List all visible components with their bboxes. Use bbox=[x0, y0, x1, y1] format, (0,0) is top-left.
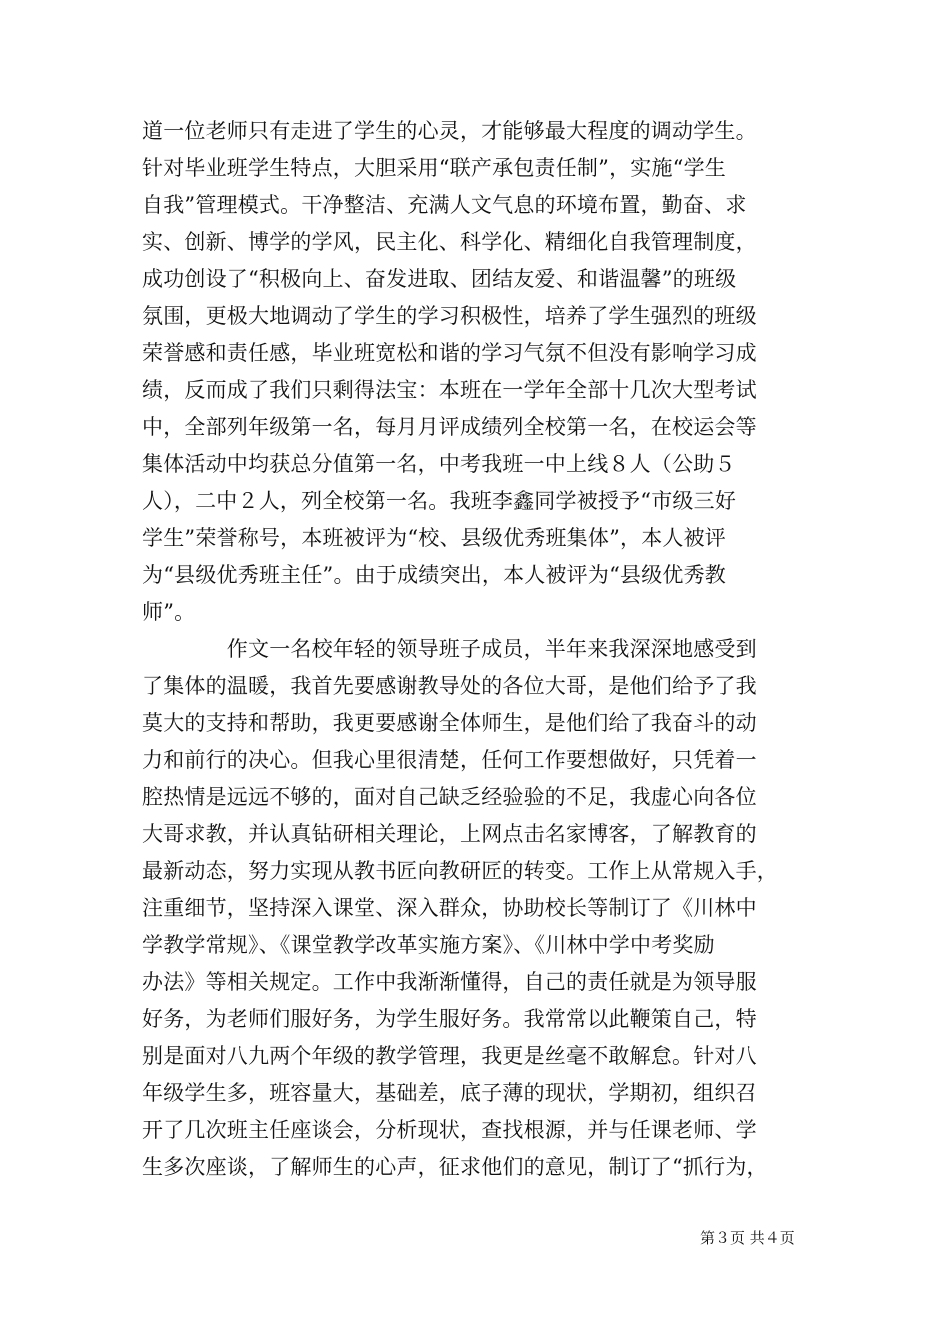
text-line: 道一位老师只有走进了学生的心灵，才能够最大程度的调动学生。 bbox=[142, 119, 757, 143]
text-line: 腔热情是远远不够的，面对自己缺乏经验验的不足，我虚心向各位 bbox=[142, 785, 757, 809]
text-line: 荣誉感和责任感，毕业班宽松和谐的学习气氛不但没有影响学习成 bbox=[142, 341, 757, 365]
text-line: 针对毕业班学生特点，大胆采用“联产承包责任制”，实施“学生 bbox=[142, 156, 727, 180]
text-line: 注重细节，坚持深入课堂、深入群众，协助校长等制订了《川林中 bbox=[142, 896, 757, 920]
text-line: 自我”管理模式。干净整洁、充满人文气息的环境布置，勤奋、求 bbox=[142, 193, 747, 217]
text-line: 好务，为老师们服好务，为学生服好务。我常常以此鞭策自己，特 bbox=[142, 1007, 757, 1031]
text-line: 绩，反而成了我们只剩得法宝：本班在一学年全部十几次大型考试 bbox=[142, 378, 757, 402]
text-line: 开了几次班主任座谈会，分析现状，查找根源，并与任课老师、学 bbox=[142, 1118, 757, 1142]
text-line: 成功创设了“积极向上、奋发进取、团结友爱、和谐温馨”的班级 bbox=[142, 267, 737, 291]
text-line: 学教学常规》、《课堂教学改革实施方案》、《川林中学中考奖励 bbox=[142, 933, 715, 957]
text-line: 氛围，更极大地调动了学生的学习积极性，培养了学生强烈的班级 bbox=[142, 304, 757, 328]
text-line: 生多次座谈，了解师生的心声，征求他们的意见，制订了“抓行为， bbox=[142, 1155, 768, 1179]
text-line: 中，全部列年级第一名，每月月评成绩列全校第一名，在校运会等 bbox=[142, 415, 757, 439]
text-line: 为“县级优秀班主任”。由于成绩突出，本人被评为“县级优秀教 bbox=[142, 563, 727, 587]
text-line: 莫大的支持和帮助，我更要感谢全体师生，是他们给了我奋斗的动 bbox=[142, 711, 757, 735]
page-footer: 第３页 共４页 bbox=[700, 1229, 795, 1247]
text-line: 作文一名校年轻的领导班子成员，半年来我深深地感受到 bbox=[142, 637, 757, 661]
text-line: 最新动态，努力实现从教书匠向教研匠的转变。工作上从常规入手， bbox=[142, 859, 778, 883]
text-line: 集体活动中均获总分值第一名，中考我班一中上线８人（公助５ bbox=[142, 452, 736, 476]
text-line: 学生”荣誉称号，本班被评为“校、县级优秀班集体”，本人被评 bbox=[142, 526, 727, 550]
text-line: 了集体的温暖，我首先要感谢教导处的各位大哥，是他们给予了我 bbox=[142, 674, 757, 698]
text-line: 实、创新、博学的学风，民主化、科学化、精细化自我管理制度， bbox=[142, 230, 757, 254]
text-line: 人），二中２人，列全校第一名。我班李鑫同学被授予“市级三好 bbox=[142, 489, 737, 513]
text-line: 办法》等相关规定。工作中我渐渐懂得，自己的责任就是为领导服 bbox=[142, 970, 757, 994]
text-line: 别是面对八九两个年级的教学管理，我更是丝毫不敢解怠。针对八 bbox=[142, 1044, 757, 1068]
text-line: 师”。 bbox=[142, 600, 196, 624]
text-line: 力和前行的决心。但我心里很清楚，任何工作要想做好，只凭着一 bbox=[142, 748, 757, 772]
text-line: 大哥求教，并认真钻研相关理论，上网点击名家博客，了解教育的 bbox=[142, 822, 757, 846]
text-line: 年级学生多，班容量大，基础差，底子薄的现状，学期初，组织召 bbox=[142, 1081, 757, 1105]
